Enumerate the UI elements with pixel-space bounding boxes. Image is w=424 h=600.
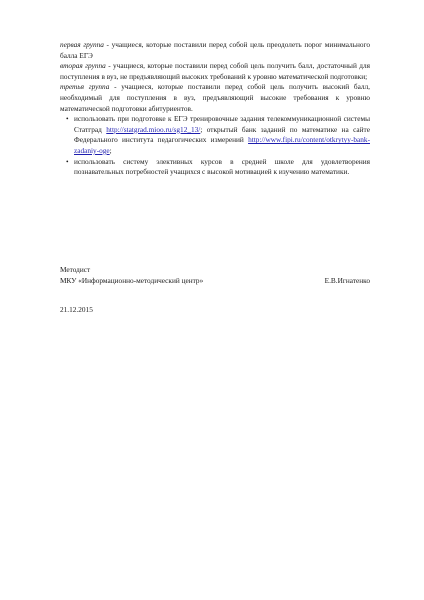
bullet-1-part-1: использовать при подготовке к ЕГЭ тренировочные задания телекоммуникационной системы Статград [74,114,370,134]
statgrad-link[interactable]: http://statgrad.mioo.ru/sg12_13/ [106,124,201,134]
bullet-icon: • [66,156,69,166]
bullet-item-1 [60,114,370,156]
bullet-1-part-3: ; [109,145,112,155]
document-date: 21.12.2015 [60,305,93,314]
group-text-3: - учащиеся, которые поставили перед собой цель получить высокий балл, необходимый для поступления в вуз, предъявляющий высокие требования к уровню математической подготовки абитуриентов. [60,82,371,113]
group-paragraph-1 [60,40,370,61]
fipi-link[interactable]: http://www.fipi.ru/content/otkrytyy-bank-zadaniy-oge [74,135,370,155]
group-label-2: вторая группа [60,61,106,71]
group-paragraph-3 [60,82,370,114]
signature-role: Методист [60,265,91,274]
bullet-item-2 [60,157,370,178]
bullet-text-2: использовать систему элективных курсов в средней школе для удовлетворения познавательных потребностей учащихся с высокой мотивацией к изучению математики. [74,156,370,177]
group-paragraph-2 [60,61,370,82]
signature-org: МКУ «Информационно-методический центр» [60,275,204,285]
bullet-text-1 [74,114,370,156]
group-label-1: первая группа [60,40,104,49]
signature-row [60,276,370,287]
document-body [60,40,370,178]
bullet-1-part-2: ; открытый банк заданий по математике на сайте Федерального института педагогических измерений [74,124,370,145]
group-text-1: - учащиеся, которые поставили перед собой цель преодолеть порог минимального балла ЕГЭ [60,40,370,60]
signature-name: Е.В.Игнатенко [324,275,370,285]
group-text-2: - учащиеся, которые поставили перед собой цель получить балл, достаточный для поступления в вуз, не предъявляющий высоких требований к уровню математической подготовки; [60,61,370,81]
bullet-icon: • [66,114,69,124]
group-label-3: третья группа [60,82,110,92]
signature-block [60,265,370,286]
